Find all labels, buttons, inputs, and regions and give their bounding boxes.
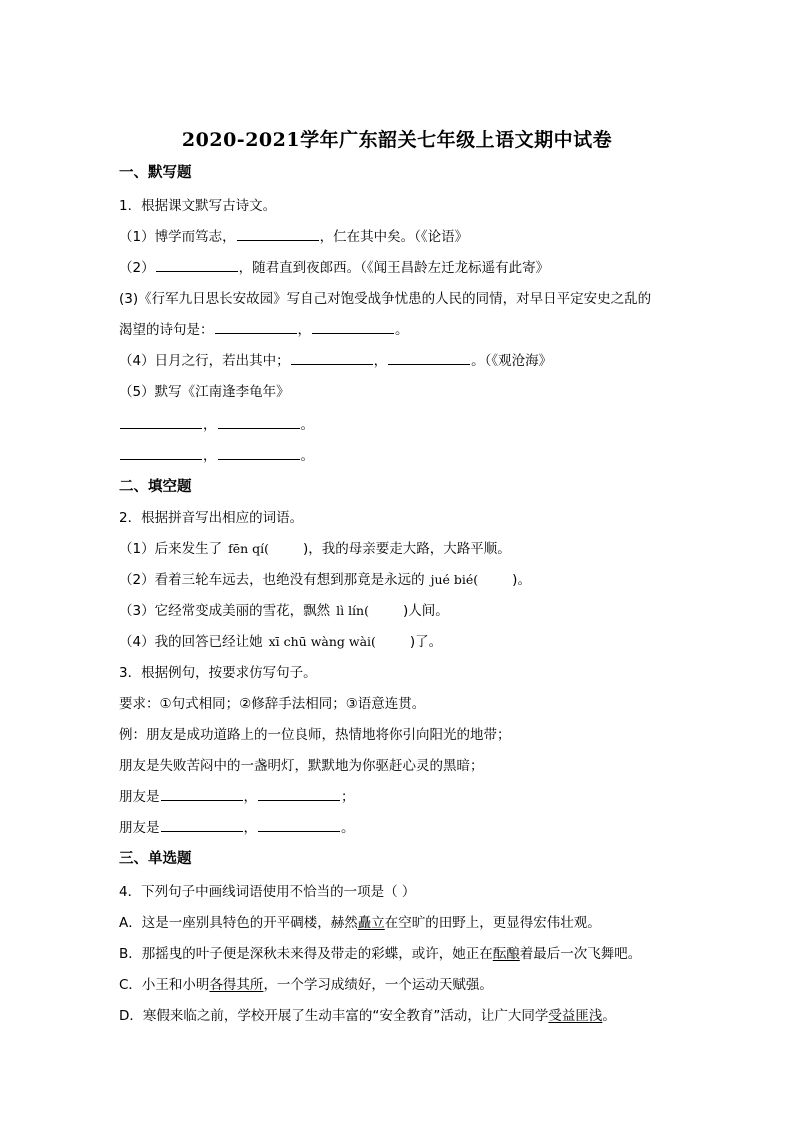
question-stem-2: 2．根据拼音写出相应的词语。 bbox=[119, 510, 304, 526]
option-d[interactable]: D．寒假来临之前，学校开展了生动丰富的“安全教育”活动，让广大同学受益匪浅。 bbox=[119, 1008, 616, 1024]
question-stem-4: 4．下列句子中画线词语使用不恰当的一项是（ ） bbox=[119, 884, 416, 900]
question-item: （2）看着三轮车远去，也绝没有想到那竟是永远的 jué bié( )。 bbox=[119, 572, 531, 588]
underlined-word: 矗立 bbox=[357, 915, 385, 931]
fill-sentence: 朋友是 ， ； bbox=[119, 789, 355, 805]
option-c[interactable]: C．小王和小明各得其所，一个学习成绩好，一个运动天赋强。 bbox=[119, 977, 493, 993]
answer-blank[interactable] bbox=[312, 320, 394, 334]
underlined-word: 酝酿 bbox=[492, 946, 520, 962]
question-item: （1）后来发生了 fēn qí( )，我的母亲要走大路，大路平顺。 bbox=[119, 541, 511, 557]
pinyin-text: fēn qí( bbox=[228, 541, 270, 556]
answer-line: ， 。 bbox=[119, 415, 314, 435]
section-heading-2: 二、填空题 bbox=[119, 479, 192, 495]
pinyin-text: lì lín( bbox=[336, 603, 369, 618]
question-item: （4）我的回答已经让她 xī chū wàng wài( )了。 bbox=[119, 634, 443, 650]
answer-blank[interactable] bbox=[218, 415, 300, 429]
answer-blank[interactable] bbox=[237, 227, 319, 241]
question-item: (3)《行军九日思长安故园》写自己对饱受战争忧患的人民的同情，对早日平定安史之乱的 bbox=[119, 291, 652, 307]
section-heading-3: 三、单选题 bbox=[119, 851, 192, 867]
answer-blank[interactable] bbox=[156, 258, 238, 272]
answer-blank[interactable] bbox=[258, 787, 340, 801]
fill-sentence: 朋友是 ， 。 bbox=[119, 820, 355, 836]
question-item: （4）日月之行，若出其中； ， 。（《观沧海》 bbox=[119, 353, 553, 369]
question-item: （3）它经常变成美丽的雪花，飘然 lì lín( )人间。 bbox=[119, 603, 449, 619]
answer-blank[interactable] bbox=[120, 415, 202, 429]
option-a[interactable]: A．这是一座别具特色的开平碉楼，赫然矗立在空旷的田野上，更显得宏伟壮观。 bbox=[119, 915, 601, 931]
question-stem-3: 3．根据例句，按要求仿写句子。 bbox=[119, 665, 317, 681]
answer-blank[interactable] bbox=[258, 818, 340, 832]
question-item-continued: 渴望的诗句是： ， 。 bbox=[119, 322, 409, 338]
pinyin-text: jué bié( bbox=[430, 572, 479, 587]
option-b[interactable]: B．那摇曳的叶子便是深秋未来得及带走的彩蝶，或许，她正在酝酿着最后一次飞舞吧。 bbox=[119, 946, 642, 962]
question-item: （1）博学而笃志， ，仁在其中矣。（《论语》 bbox=[119, 229, 469, 245]
answer-blank[interactable] bbox=[291, 351, 373, 365]
answer-blank[interactable] bbox=[388, 351, 470, 365]
answer-blank[interactable] bbox=[120, 446, 202, 460]
section-heading-1: 一、默写题 bbox=[119, 165, 192, 181]
answer-blank[interactable] bbox=[161, 787, 243, 801]
answer-blank[interactable] bbox=[215, 320, 297, 334]
answer-line: ， 。 bbox=[119, 446, 314, 466]
question-item: （5）默写《江南逢李龟年》 bbox=[119, 384, 290, 400]
example-sentence: 朋友是失败苦闷中的一盏明灯，默默地为你驱赶心灵的黑暗； bbox=[119, 758, 484, 774]
answer-blank[interactable] bbox=[161, 818, 243, 832]
requirement-text: 要求：①句式相同；②修辞手法相同；③语意连贯。 bbox=[119, 696, 426, 712]
question-item: （2） ，随君直到夜郎西。（《闻王昌龄左迁龙标遥有此寄》 bbox=[119, 260, 550, 276]
answer-blank[interactable] bbox=[218, 446, 300, 460]
page-title: 2020-2021学年广东韶关七年级上语文期中试卷 bbox=[181, 129, 613, 151]
underlined-word: 受益匪浅 bbox=[548, 1008, 603, 1024]
pinyin-text: xī chū wàng wài( bbox=[268, 634, 376, 649]
example-sentence: 例：朋友是成功道路上的一位良师，热情地将你引向阳光的地带； bbox=[119, 727, 511, 743]
underlined-word: 各得其所 bbox=[209, 977, 264, 993]
question-stem-1: 1．根据课文默写古诗文。 bbox=[119, 198, 277, 214]
